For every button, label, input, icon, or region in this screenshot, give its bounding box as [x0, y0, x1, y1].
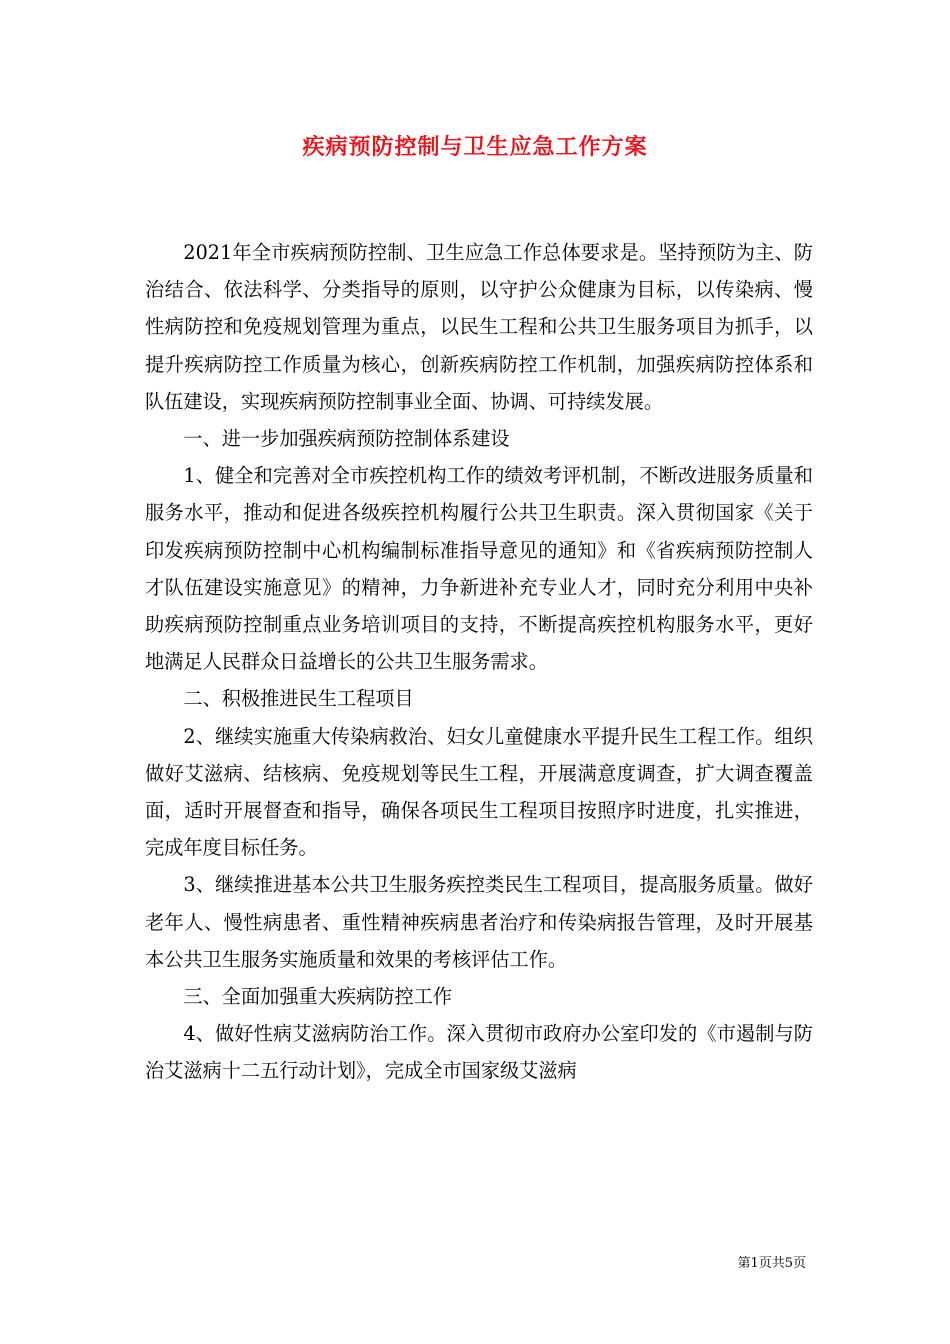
section-heading-2: 二、积极推进民生工程项目	[183, 687, 414, 711]
section-heading-1: 一、进一步加强疾病预防控制体系建设	[183, 427, 510, 451]
item-paragraph-3: 3、继续推进基本公共卫生服务疾控类民生工程项目，提高服务质量。做好老年人、慢性病患者、重性精神疾病患者治疗和传染病报告管理，及时开展基本公共卫生服务实施质量和效果的考核评估工作。	[145, 873, 813, 971]
item-paragraph-2: 2、继续实施重大传染病救治、妇女儿童健康水平提升民生工程工作。组织做好艾滋病、结核病、免疫规划等民生工程，开展满意度调查，扩大调查覆盖面，适时开展督查和指导，确保各项民生工程项目按照序时进度，扎实推进，完成年度目标任务。	[145, 724, 813, 860]
item-paragraph-4: 4、做好性病艾滋病防治工作。深入贯彻市政府办公室印发的《市遏制与防治艾滋病十二五行动计划》，完成全市国家级艾滋病	[145, 1022, 813, 1083]
page-number: 第1页共5页	[737, 1256, 806, 1271]
section-heading-3: 三、全面加强重大疾病防控工作	[183, 985, 453, 1009]
item-paragraph-1: 1、健全和完善对全市疾控机构工作的绩效考评机制，不断改进服务质量和服务水平，推动和促进各级疾控机构履行公共卫生职责。深入贯彻国家《关于印发疾病预防控制中心机构编制标准指导意见的通知》和《省疾病预防控制人才队伍建设实施意见》的精神，力争新进补充专业人才，同时充分利用中央补助疾病预防控制重点业务培训项目的支持，不断提高疾控机构服务水平，更好地满足人民群众日益增长的公共卫生服务需求。	[145, 464, 813, 674]
document-title: 疾病预防控制与卫生应急工作方案	[302, 134, 648, 160]
document-body	[145, 234, 813, 1090]
intro-paragraph: 2021年全市疾病预防控制、卫生应急工作总体要求是。坚持预防为主、防治结合、依法科学、分类指导的原则，以守护公众健康为目标，以传染病、慢性病防控和免疫规划管理为重点，以民生工程和公共卫生服务项目为抓手，以提升疾病防控工作质量为核心，创新疾病防控工作机制，加强疾病防控体系和队伍建设，实现疾病预防控制事业全面、协调、可持续发展。	[145, 241, 813, 413]
